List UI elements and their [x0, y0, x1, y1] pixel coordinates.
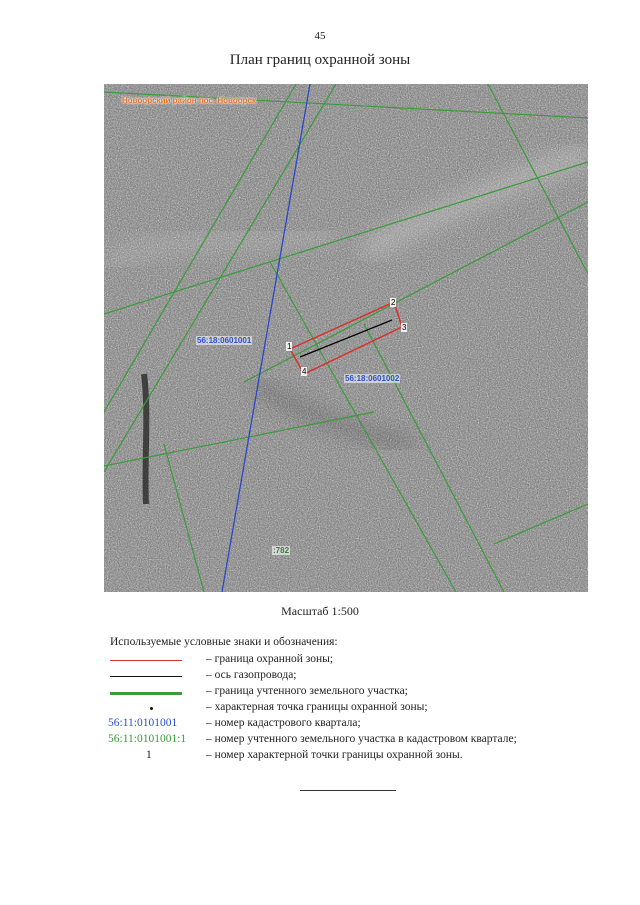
parcel-label: :782	[273, 546, 290, 555]
map-view[interactable]	[104, 84, 588, 592]
map-scale: Масштаб 1:500	[281, 604, 359, 618]
region-label: Новоорский район пос. Новоорск	[122, 96, 256, 105]
legend-desc: – номер учтенного земельного участка в кадастровом квартале;	[206, 733, 517, 745]
legend-row-parcel-number	[110, 732, 590, 748]
page-title: План границ охранной зоны	[229, 52, 411, 68]
legend-row-pipe	[110, 668, 590, 684]
legend-row-point-number	[110, 748, 590, 764]
legend-code-quarter: 56:11:0101001	[108, 717, 178, 729]
legend-heading: Используемые условные знаки и обозначения:	[110, 636, 338, 648]
page-number: 45	[314, 30, 326, 42]
legend	[110, 636, 590, 764]
legend-row-zone	[110, 652, 590, 668]
legend-code-parcel: 56:11:0101001:1	[108, 733, 187, 745]
point-label-2: 2	[391, 298, 396, 307]
legend-desc: – характерная точка границы охранной зоны;	[206, 701, 428, 713]
satellite-map	[104, 84, 588, 592]
legend-symbol-green-line	[110, 684, 206, 700]
legend-symbol-dot	[110, 700, 206, 716]
legend-row-quarter	[110, 716, 590, 732]
legend-row-point	[110, 700, 590, 716]
cadastral-quarter-label-1: 56:18:0601001	[197, 336, 252, 345]
legend-desc: – граница учтенного земельного участка;	[206, 685, 408, 697]
legend-symbol-black-line	[110, 668, 206, 684]
legend-code-point: 1	[146, 749, 152, 761]
legend-desc: – номер кадастрового квартала;	[206, 717, 361, 729]
legend-desc: – номер характерной точки границы охранной зоны.	[206, 749, 463, 761]
point-label-3: 3	[402, 323, 407, 332]
signature-line	[300, 790, 396, 791]
legend-desc: – граница охранной зоны;	[206, 653, 334, 665]
legend-desc: – ось газопровода;	[206, 669, 297, 681]
point-label-4: 4	[302, 367, 307, 376]
legend-row-parcel	[110, 684, 590, 700]
point-label-1: 1	[287, 342, 292, 351]
cadastral-quarter-label-2: 56:18:0601002	[345, 374, 400, 383]
legend-symbol-red-line	[110, 652, 206, 668]
